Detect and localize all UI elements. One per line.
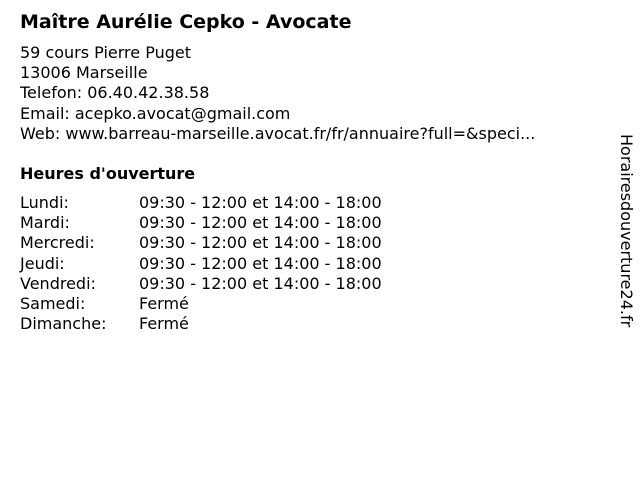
web-line: Web: www.barreau-marseille.avocat.fr/fr/annuaire?full=&speci... (20, 123, 536, 143)
hours-row-wednesday (20, 233, 382, 253)
contact-info (20, 43, 600, 144)
day-label: Samedi: (20, 294, 86, 314)
day-label: Mercredi: (20, 233, 95, 253)
email-line: Email: acepko.avocat@gmail.com (20, 103, 291, 123)
address-street: 59 cours Pierre Puget (20, 43, 191, 62)
hours-row-tuesday (20, 213, 382, 233)
hours-value: 09:30 - 12:00 et 14:00 - 18:00 (139, 273, 382, 293)
day-label: Vendredi: (20, 273, 96, 293)
phone-line: Telefon: 06.40.42.38.58 (20, 83, 210, 103)
hours-row-saturday (20, 294, 382, 314)
hours-row-sunday (20, 314, 382, 334)
hours-value: 09:30 - 12:00 et 14:00 - 18:00 (139, 253, 382, 273)
hours-value: Fermé (139, 294, 189, 314)
day-label: Lundi: (20, 193, 69, 212)
hours-row-thursday (20, 254, 382, 274)
hours-value: 09:30 - 12:00 et 14:00 - 18:00 (139, 233, 382, 253)
day-label: Dimanche: (20, 314, 107, 334)
hours-row-monday (20, 193, 382, 213)
hours-value: 09:30 - 12:00 et 14:00 - 18:00 (139, 193, 382, 212)
day-label: Mardi: (20, 213, 70, 233)
opening-hours-table (20, 193, 382, 334)
address-city: 13006 Marseille (20, 63, 148, 83)
page-title: Maître Aurélie Cepko - Avocate (20, 11, 352, 33)
opening-hours-heading: Heures d'ouverture (20, 164, 196, 183)
hours-row-friday (20, 274, 382, 294)
day-label: Jeudi: (20, 253, 65, 273)
hours-value: 09:30 - 12:00 et 14:00 - 18:00 (139, 213, 382, 233)
site-watermark: Horairesdouverture24.fr (617, 134, 636, 328)
hours-value: Fermé (139, 314, 189, 334)
